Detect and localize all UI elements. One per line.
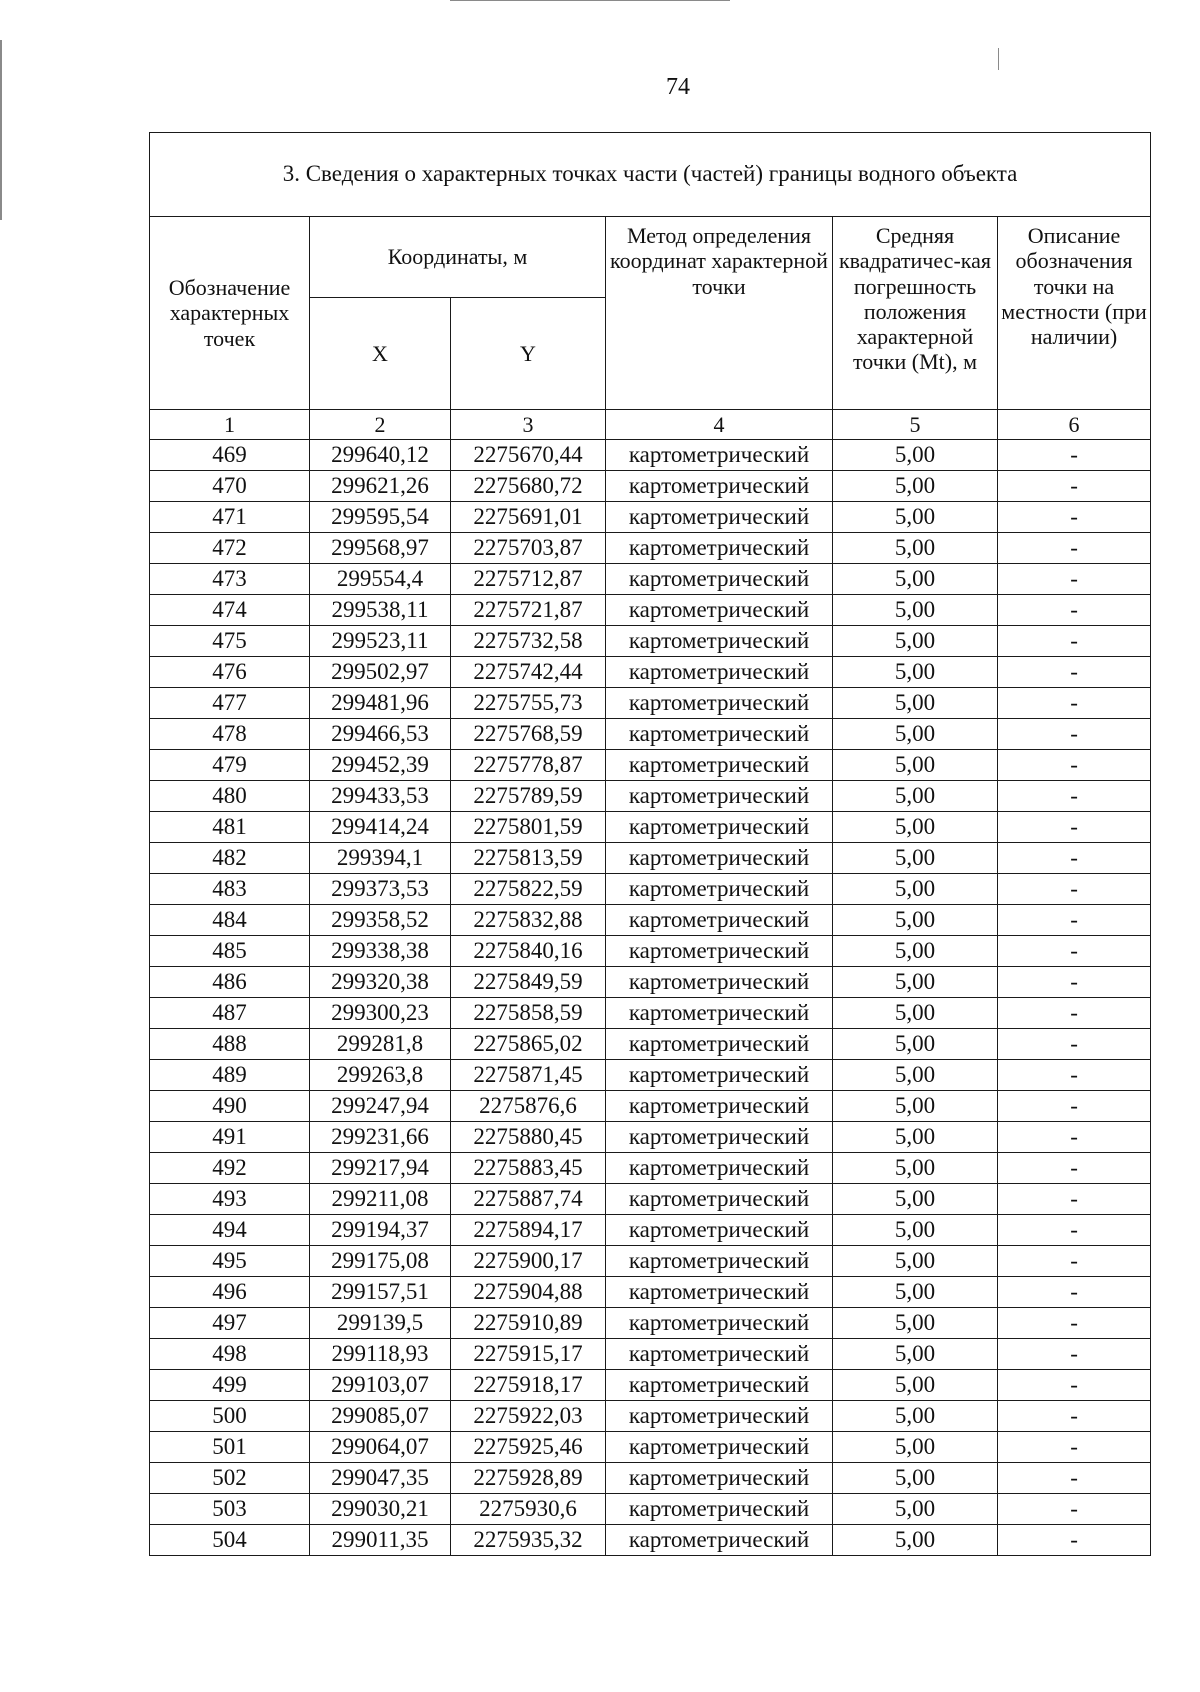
x-coordinate-cell: 299358,52 <box>310 905 451 936</box>
point-number-cell: 473 <box>150 564 310 595</box>
mean-error-cell: 5,00 <box>833 595 998 626</box>
x-coordinate-cell: 299414,24 <box>310 812 451 843</box>
method-cell: картометрический <box>606 1184 833 1215</box>
table-row <box>150 471 1151 502</box>
y-coordinate-cell: 2275840,16 <box>451 936 606 967</box>
scan-top-mark <box>450 0 730 1</box>
table-row <box>150 719 1151 750</box>
y-coordinate-cell: 2275801,59 <box>451 812 606 843</box>
point-number-cell: 502 <box>150 1463 310 1494</box>
table-row <box>150 874 1151 905</box>
description-cell: - <box>998 1401 1151 1432</box>
y-coordinate-cell: 2275935,32 <box>451 1525 606 1556</box>
point-number-cell: 470 <box>150 471 310 502</box>
y-coordinate-cell: 2275822,59 <box>451 874 606 905</box>
x-coordinate-cell: 299502,97 <box>310 657 451 688</box>
x-coordinate-cell: 299194,37 <box>310 1215 451 1246</box>
method-cell: картометрический <box>606 595 833 626</box>
method-cell: картометрический <box>606 1153 833 1184</box>
y-coordinate-cell: 2275900,17 <box>451 1246 606 1277</box>
point-number-cell: 484 <box>150 905 310 936</box>
mean-error-cell: 5,00 <box>833 781 998 812</box>
description-cell: - <box>998 874 1151 905</box>
y-coordinate-cell: 2275778,87 <box>451 750 606 781</box>
x-coordinate-cell: 299595,54 <box>310 502 451 533</box>
table-row <box>150 1277 1151 1308</box>
table-row <box>150 1339 1151 1370</box>
description-cell: - <box>998 1370 1151 1401</box>
y-coordinate-cell: 2275894,17 <box>451 1215 606 1246</box>
mean-error-cell: 5,00 <box>833 533 998 564</box>
method-cell: картометрический <box>606 626 833 657</box>
mean-error-cell: 5,00 <box>833 502 998 533</box>
table-row <box>150 1029 1151 1060</box>
description-cell: - <box>998 998 1151 1029</box>
point-number-cell: 497 <box>150 1308 310 1339</box>
y-coordinate-cell: 2275742,44 <box>451 657 606 688</box>
description-cell: - <box>998 967 1151 998</box>
method-cell: картометрический <box>606 1215 833 1246</box>
table-row <box>150 1246 1151 1277</box>
description-cell: - <box>998 595 1151 626</box>
description-cell: - <box>998 1246 1151 1277</box>
method-cell: картометрический <box>606 1060 833 1091</box>
description-cell: - <box>998 1432 1151 1463</box>
point-number-cell: 499 <box>150 1370 310 1401</box>
mean-error-cell: 5,00 <box>833 1463 998 1494</box>
point-number-cell: 482 <box>150 843 310 874</box>
point-number-cell: 472 <box>150 533 310 564</box>
page-number: 74 <box>666 74 690 100</box>
method-cell: картометрический <box>606 1308 833 1339</box>
x-coordinate-cell: 299394,1 <box>310 843 451 874</box>
point-number-cell: 504 <box>150 1525 310 1556</box>
point-number-cell: 489 <box>150 1060 310 1091</box>
description-cell: - <box>998 1122 1151 1153</box>
x-coordinate-cell: 299175,08 <box>310 1246 451 1277</box>
y-coordinate-cell: 2275922,03 <box>451 1401 606 1432</box>
table-row <box>150 843 1151 874</box>
description-cell: - <box>998 1339 1151 1370</box>
point-number-cell: 471 <box>150 502 310 533</box>
table-row <box>150 1060 1151 1091</box>
y-coordinate-cell: 2275887,74 <box>451 1184 606 1215</box>
method-cell: картометрический <box>606 719 833 750</box>
column-number: 4 <box>606 410 833 440</box>
header-mean-error: Средняя квадратичес-кая погрешность положения характерной точки (Mt), м <box>833 217 998 410</box>
y-coordinate-cell: 2275880,45 <box>451 1122 606 1153</box>
method-cell: картометрический <box>606 1091 833 1122</box>
table-row <box>150 595 1151 626</box>
header-point-designation: Обозначение характерных точек <box>150 217 310 410</box>
table-row <box>150 905 1151 936</box>
description-cell: - <box>998 688 1151 719</box>
mean-error-cell: 5,00 <box>833 1060 998 1091</box>
x-coordinate-cell: 299085,07 <box>310 1401 451 1432</box>
point-number-cell: 486 <box>150 967 310 998</box>
mean-error-cell: 5,00 <box>833 719 998 750</box>
x-coordinate-cell: 299481,96 <box>310 688 451 719</box>
x-coordinate-cell: 299211,08 <box>310 1184 451 1215</box>
x-coordinate-cell: 299157,51 <box>310 1277 451 1308</box>
x-coordinate-cell: 299373,53 <box>310 874 451 905</box>
y-coordinate-cell: 2275703,87 <box>451 533 606 564</box>
method-cell: картометрический <box>606 533 833 564</box>
mean-error-cell: 5,00 <box>833 1308 998 1339</box>
mean-error-cell: 5,00 <box>833 626 998 657</box>
method-cell: картометрический <box>606 657 833 688</box>
mean-error-cell: 5,00 <box>833 1091 998 1122</box>
x-coordinate-cell: 299452,39 <box>310 750 451 781</box>
description-cell: - <box>998 843 1151 874</box>
y-coordinate-cell: 2275858,59 <box>451 998 606 1029</box>
method-cell: картометрический <box>606 998 833 1029</box>
table-row <box>150 1463 1151 1494</box>
table-row <box>150 1432 1151 1463</box>
x-coordinate-cell: 299338,38 <box>310 936 451 967</box>
x-coordinate-cell: 299030,21 <box>310 1494 451 1525</box>
method-cell: картометрический <box>606 1494 833 1525</box>
column-number: 2 <box>310 410 451 440</box>
table-row <box>150 626 1151 657</box>
description-cell: - <box>998 1091 1151 1122</box>
table-row <box>150 533 1151 564</box>
table-row <box>150 998 1151 1029</box>
x-coordinate-cell: 299064,07 <box>310 1432 451 1463</box>
description-cell: - <box>998 719 1151 750</box>
x-coordinate-cell: 299466,53 <box>310 719 451 750</box>
y-coordinate-cell: 2275670,44 <box>451 440 606 471</box>
y-coordinate-cell: 2275904,88 <box>451 1277 606 1308</box>
x-coordinate-cell: 299118,93 <box>310 1339 451 1370</box>
description-cell: - <box>998 936 1151 967</box>
mean-error-cell: 5,00 <box>833 1246 998 1277</box>
mean-error-cell: 5,00 <box>833 1122 998 1153</box>
method-cell: картометрический <box>606 936 833 967</box>
method-cell: картометрический <box>606 1525 833 1556</box>
mean-error-cell: 5,00 <box>833 1401 998 1432</box>
point-number-cell: 483 <box>150 874 310 905</box>
y-coordinate-cell: 2275813,59 <box>451 843 606 874</box>
description-cell: - <box>998 1525 1151 1556</box>
y-coordinate-cell: 2275883,45 <box>451 1153 606 1184</box>
description-cell: - <box>998 440 1151 471</box>
description-cell: - <box>998 905 1151 936</box>
point-number-cell: 490 <box>150 1091 310 1122</box>
x-coordinate-cell: 299433,53 <box>310 781 451 812</box>
point-number-cell: 493 <box>150 1184 310 1215</box>
mean-error-cell: 5,00 <box>833 564 998 595</box>
method-cell: картометрический <box>606 967 833 998</box>
description-cell: - <box>998 502 1151 533</box>
x-coordinate-cell: 299281,8 <box>310 1029 451 1060</box>
method-cell: картометрический <box>606 502 833 533</box>
y-coordinate-cell: 2275849,59 <box>451 967 606 998</box>
method-cell: картометрический <box>606 688 833 719</box>
mean-error-cell: 5,00 <box>833 1370 998 1401</box>
y-coordinate-cell: 2275832,88 <box>451 905 606 936</box>
x-coordinate-cell: 299523,11 <box>310 626 451 657</box>
mean-error-cell: 5,00 <box>833 812 998 843</box>
mean-error-cell: 5,00 <box>833 1494 998 1525</box>
scan-right-mark <box>998 48 999 70</box>
table-row <box>150 1370 1151 1401</box>
point-number-cell: 480 <box>150 781 310 812</box>
description-cell: - <box>998 1494 1151 1525</box>
point-number-cell: 500 <box>150 1401 310 1432</box>
table-row <box>150 440 1151 471</box>
y-coordinate-cell: 2275918,17 <box>451 1370 606 1401</box>
x-coordinate-cell: 299231,66 <box>310 1122 451 1153</box>
table-row <box>150 750 1151 781</box>
x-coordinate-cell: 299300,23 <box>310 998 451 1029</box>
x-coordinate-cell: 299320,38 <box>310 967 451 998</box>
table-row <box>150 1401 1151 1432</box>
mean-error-cell: 5,00 <box>833 1215 998 1246</box>
mean-error-cell: 5,00 <box>833 750 998 781</box>
point-number-cell: 503 <box>150 1494 310 1525</box>
header-description: Описание обозначения точки на местности (при наличии) <box>998 217 1151 410</box>
y-coordinate-cell: 2275876,6 <box>451 1091 606 1122</box>
mean-error-cell: 5,00 <box>833 1153 998 1184</box>
point-number-cell: 475 <box>150 626 310 657</box>
description-cell: - <box>998 1277 1151 1308</box>
table-row <box>150 936 1151 967</box>
point-number-cell: 491 <box>150 1122 310 1153</box>
description-cell: - <box>998 1060 1151 1091</box>
mean-error-cell: 5,00 <box>833 471 998 502</box>
point-number-cell: 495 <box>150 1246 310 1277</box>
y-coordinate-cell: 2275732,58 <box>451 626 606 657</box>
mean-error-cell: 5,00 <box>833 1339 998 1370</box>
x-coordinate-cell: 299047,35 <box>310 1463 451 1494</box>
description-cell: - <box>998 533 1151 564</box>
description-cell: - <box>998 1184 1151 1215</box>
method-cell: картометрический <box>606 1277 833 1308</box>
table-body <box>150 440 1151 1556</box>
column-number: 6 <box>998 410 1151 440</box>
description-cell: - <box>998 781 1151 812</box>
method-cell: картометрический <box>606 1432 833 1463</box>
column-number: 3 <box>451 410 606 440</box>
point-number-cell: 485 <box>150 936 310 967</box>
method-cell: картометрический <box>606 905 833 936</box>
mean-error-cell: 5,00 <box>833 998 998 1029</box>
y-coordinate-cell: 2275925,46 <box>451 1432 606 1463</box>
table-row <box>150 1184 1151 1215</box>
point-number-cell: 481 <box>150 812 310 843</box>
description-cell: - <box>998 1029 1151 1060</box>
header-y: Y <box>451 298 606 410</box>
description-cell: - <box>998 626 1151 657</box>
characteristic-points-table <box>149 132 1151 1556</box>
mean-error-cell: 5,00 <box>833 1432 998 1463</box>
x-coordinate-cell: 299217,94 <box>310 1153 451 1184</box>
description-cell: - <box>998 750 1151 781</box>
table-row <box>150 812 1151 843</box>
x-coordinate-cell: 299554,4 <box>310 564 451 595</box>
table-row <box>150 1494 1151 1525</box>
y-coordinate-cell: 2275680,72 <box>451 471 606 502</box>
method-cell: картометрический <box>606 1401 833 1432</box>
description-cell: - <box>998 1153 1151 1184</box>
point-number-cell: 469 <box>150 440 310 471</box>
y-coordinate-cell: 2275871,45 <box>451 1060 606 1091</box>
point-number-cell: 478 <box>150 719 310 750</box>
method-cell: картометрический <box>606 1463 833 1494</box>
description-cell: - <box>998 564 1151 595</box>
x-coordinate-cell: 299103,07 <box>310 1370 451 1401</box>
header-coordinates: Координаты, м <box>310 217 606 298</box>
mean-error-cell: 5,00 <box>833 440 998 471</box>
y-coordinate-cell: 2275768,59 <box>451 719 606 750</box>
method-cell: картометрический <box>606 440 833 471</box>
method-cell: картометрический <box>606 1339 833 1370</box>
method-cell: картометрический <box>606 812 833 843</box>
description-cell: - <box>998 1463 1151 1494</box>
point-number-cell: 494 <box>150 1215 310 1246</box>
description-cell: - <box>998 657 1151 688</box>
point-number-cell: 474 <box>150 595 310 626</box>
table-row <box>150 1215 1151 1246</box>
x-coordinate-cell: 299011,35 <box>310 1525 451 1556</box>
description-cell: - <box>998 1308 1151 1339</box>
method-cell: картометрический <box>606 1370 833 1401</box>
point-number-cell: 477 <box>150 688 310 719</box>
table-row <box>150 502 1151 533</box>
table-row <box>150 781 1151 812</box>
x-coordinate-cell: 299621,26 <box>310 471 451 502</box>
x-coordinate-cell: 299568,97 <box>310 533 451 564</box>
method-cell: картометрический <box>606 750 833 781</box>
x-coordinate-cell: 299139,5 <box>310 1308 451 1339</box>
method-cell: картометрический <box>606 1122 833 1153</box>
mean-error-cell: 5,00 <box>833 657 998 688</box>
y-coordinate-cell: 2275721,87 <box>451 595 606 626</box>
x-coordinate-cell: 299263,8 <box>310 1060 451 1091</box>
point-number-cell: 476 <box>150 657 310 688</box>
x-coordinate-cell: 299538,11 <box>310 595 451 626</box>
point-number-cell: 501 <box>150 1432 310 1463</box>
method-cell: картометрический <box>606 1246 833 1277</box>
table-row <box>150 564 1151 595</box>
table-row <box>150 1525 1151 1556</box>
mean-error-cell: 5,00 <box>833 1184 998 1215</box>
mean-error-cell: 5,00 <box>833 1277 998 1308</box>
method-cell: картометрический <box>606 843 833 874</box>
method-cell: картометрический <box>606 564 833 595</box>
y-coordinate-cell: 2275755,73 <box>451 688 606 719</box>
scan-edge-mark <box>0 40 2 220</box>
mean-error-cell: 5,00 <box>833 874 998 905</box>
table-title: 3. Сведения о характерных точках части (частей) границы водного объекта <box>150 133 1151 217</box>
table-row <box>150 1308 1151 1339</box>
method-cell: картометрический <box>606 874 833 905</box>
description-cell: - <box>998 1215 1151 1246</box>
header-method: Метод определения координат характерной точки <box>606 217 833 410</box>
table-row <box>150 967 1151 998</box>
x-coordinate-cell: 299640,12 <box>310 440 451 471</box>
table-row <box>150 1122 1151 1153</box>
y-coordinate-cell: 2275915,17 <box>451 1339 606 1370</box>
table-row <box>150 1153 1151 1184</box>
y-coordinate-cell: 2275712,87 <box>451 564 606 595</box>
point-number-cell: 496 <box>150 1277 310 1308</box>
point-number-cell: 479 <box>150 750 310 781</box>
table-row <box>150 1091 1151 1122</box>
y-coordinate-cell: 2275930,6 <box>451 1494 606 1525</box>
y-coordinate-cell: 2275789,59 <box>451 781 606 812</box>
method-cell: картометрический <box>606 781 833 812</box>
mean-error-cell: 5,00 <box>833 936 998 967</box>
mean-error-cell: 5,00 <box>833 688 998 719</box>
x-coordinate-cell: 299247,94 <box>310 1091 451 1122</box>
mean-error-cell: 5,00 <box>833 1525 998 1556</box>
table-row <box>150 657 1151 688</box>
y-coordinate-cell: 2275910,89 <box>451 1308 606 1339</box>
y-coordinate-cell: 2275865,02 <box>451 1029 606 1060</box>
point-number-cell: 492 <box>150 1153 310 1184</box>
mean-error-cell: 5,00 <box>833 905 998 936</box>
y-coordinate-cell: 2275691,01 <box>451 502 606 533</box>
method-cell: картометрический <box>606 1029 833 1060</box>
column-number: 5 <box>833 410 998 440</box>
mean-error-cell: 5,00 <box>833 1029 998 1060</box>
header-x: X <box>310 298 451 410</box>
point-number-cell: 488 <box>150 1029 310 1060</box>
description-cell: - <box>998 812 1151 843</box>
table-row <box>150 688 1151 719</box>
column-number: 1 <box>150 410 310 440</box>
description-cell: - <box>998 471 1151 502</box>
point-number-cell: 487 <box>150 998 310 1029</box>
mean-error-cell: 5,00 <box>833 843 998 874</box>
y-coordinate-cell: 2275928,89 <box>451 1463 606 1494</box>
point-number-cell: 498 <box>150 1339 310 1370</box>
method-cell: картометрический <box>606 471 833 502</box>
mean-error-cell: 5,00 <box>833 967 998 998</box>
